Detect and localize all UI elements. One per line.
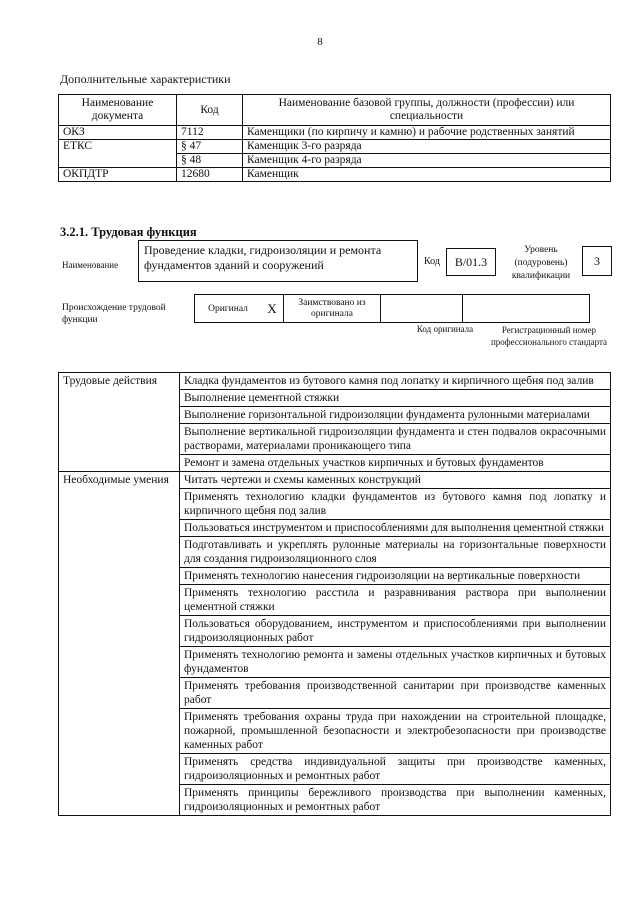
required-skill: Применять средства индивидуальной защиты при производстве каменных, гидроизоляционных и ремонтных работ	[180, 754, 611, 785]
code-cell: 7112	[177, 126, 243, 140]
name-cell: Каменщик	[243, 168, 611, 182]
qualification-level: 3	[582, 246, 612, 276]
doc-cell: ЕТКС	[59, 140, 177, 168]
function-details-table	[58, 372, 611, 816]
code-cell: § 47	[177, 140, 243, 154]
table-row	[59, 126, 611, 140]
table-row	[59, 472, 611, 489]
code-label: Код	[424, 256, 440, 267]
original-code-cell	[381, 295, 463, 323]
required-skill: Применять требования производственной санитарии при производстве каменных работ	[180, 678, 611, 709]
borrowed-cell: Заимствовано из оригинала	[284, 295, 381, 323]
level-label: Уровень (подуровень) квалификации	[511, 245, 571, 281]
name-cell: Каменщик 4-го разряда	[243, 154, 611, 168]
required-skill: Пользоваться инструментом и приспособлениями для выполнения цементной стяжки	[180, 520, 611, 537]
required-skill: Применять технологию нанесения гидроизоляции на вертикальные поверхности	[180, 568, 611, 585]
required-skill: Подготавливать и укреплять рулонные материалы на горизонтальные поверхности для создания гидроизоляционного слоя	[180, 537, 611, 568]
doc-cell: ОКПДТР	[59, 168, 177, 182]
required-skill: Применять технологию кладки фундаментов из бутового камня под лопатку и кирпичного щебня под залив	[180, 489, 611, 520]
required-skill: Применять технологию расстила и разравнивания раствора при выполнении цементной стяжки	[180, 585, 611, 616]
labor-action: Ремонт и замена отдельных участков кирпичных и бутовых фундаментов	[180, 455, 611, 472]
skills-category-label: Необходимые умения	[59, 472, 180, 816]
extra-characteristics-table	[58, 94, 611, 182]
table-header-row	[59, 95, 611, 126]
required-skill: Пользоваться оборудованием, инструментом и приспособлениями при выполнении гидроизоляционных работ	[180, 616, 611, 647]
name-cell: Каменщики (по кирпичу и камню) и рабочие родственных занятий	[243, 126, 611, 140]
labor-action: Выполнение цементной стяжки	[180, 390, 611, 407]
code-cell: § 48	[177, 154, 243, 168]
required-skill: Применять требования охраны труда при нахождении на строительной площадке, пожарной, промышленной безопасности и электробезопасности при производстве каменных работ	[180, 709, 611, 754]
labor-action: Выполнение вертикальной гидроизоляции фундамента и стен подвалов окрасочными растворами, материалами проникающего типа	[180, 424, 611, 455]
required-skill: Читать чертежи и схемы каменных конструкций	[180, 472, 611, 489]
labor-action: Кладка фундаментов из бутового камня под лопатку и кирпичного щебня под залив	[180, 373, 611, 390]
original-mark: X	[261, 295, 284, 323]
origin-table	[194, 294, 590, 323]
registration-number-cell	[463, 295, 590, 323]
table-row	[59, 140, 611, 154]
column-header: Наименование базовой группы, должности (профессии) или специальности	[243, 95, 611, 126]
required-skill: Применять технологию ремонта и замены отдельных участков кирпичных и бутовых фундаментов	[180, 647, 611, 678]
function-name: Проведение кладки, гидроизоляции и ремонта фундаментов зданий и сооружений	[138, 240, 418, 282]
section-title: Дополнительные характеристики	[60, 72, 231, 86]
page-number: 8	[317, 36, 323, 48]
column-header: Код	[177, 95, 243, 126]
registration-number-caption: Регистрационный номер профессионального стандарта	[490, 325, 608, 347]
name-label: Наименование	[62, 260, 119, 270]
original-code-caption: Код оригинала	[416, 324, 474, 334]
function-heading: 3.2.1. Трудовая функция	[60, 225, 197, 239]
code-cell: 12680	[177, 168, 243, 182]
name-cell: Каменщик 3-го разряда	[243, 140, 611, 154]
table-row	[59, 168, 611, 182]
doc-cell: ОКЗ	[59, 126, 177, 140]
original-cell: Оригинал	[195, 295, 262, 323]
column-header: Наименование документа	[59, 95, 177, 126]
required-skill: Применять принципы бережливого производства при выполнении каменных, гидроизоляционных и ремонтных работ	[180, 785, 611, 816]
origin-label: Происхождение трудовой функции	[62, 303, 166, 325]
labor-action: Выполнение горизонтальной гидроизоляции фундамента рулонными материалами	[180, 407, 611, 424]
table-row	[59, 373, 611, 390]
function-code: В/01.3	[446, 248, 496, 276]
actions-category-label: Трудовые действия	[59, 373, 180, 472]
